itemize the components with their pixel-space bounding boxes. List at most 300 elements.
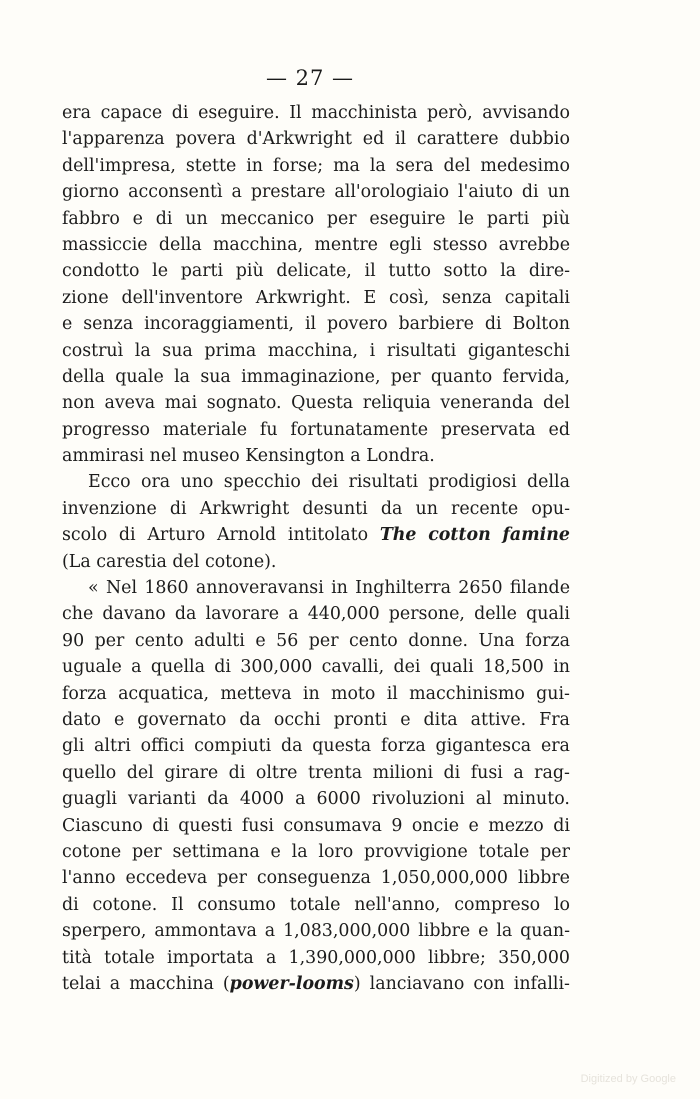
word: e: [62, 314, 73, 335]
word: da: [280, 736, 303, 757]
word: e: [270, 841, 281, 862]
word: minuto.: [502, 789, 570, 810]
word: «: [88, 578, 99, 599]
word: moto: [330, 683, 376, 704]
word: (La: [62, 551, 91, 572]
word: sera: [395, 155, 434, 176]
text-line: [62, 390, 570, 416]
word: 1,083,000,000: [283, 921, 411, 942]
word: del: [542, 393, 570, 414]
word: conseguenza: [256, 868, 371, 889]
word: guagli: [62, 789, 117, 810]
text-line: [62, 760, 570, 786]
word: la: [134, 340, 151, 361]
word: non: [62, 393, 95, 414]
word: consumo: [197, 894, 276, 915]
word: in: [246, 155, 263, 176]
word: varianti: [128, 789, 197, 810]
word: sperpero,: [62, 921, 147, 942]
word: fu: [259, 419, 278, 440]
word: mezzo: [488, 815, 544, 836]
text-line: [62, 469, 570, 495]
word: nell'anno,: [354, 894, 441, 915]
word: libbre;: [427, 947, 486, 968]
word: Nel: [105, 578, 138, 599]
word: quan-: [520, 921, 570, 942]
word: sognato.: [206, 393, 282, 414]
word: e: [132, 208, 143, 229]
word: capace: [100, 103, 163, 123]
text-line: [62, 575, 570, 601]
word: di: [155, 208, 173, 229]
word: del: [126, 762, 154, 783]
word: Londra.: [366, 446, 435, 467]
word: un: [185, 208, 208, 229]
word: ed: [362, 129, 385, 150]
word: mai: [164, 393, 198, 414]
text-line: [62, 100, 570, 126]
word: invenzione: [62, 498, 157, 519]
word: di: [484, 314, 502, 335]
word: del: [443, 155, 471, 176]
italic-term: power-looms: [229, 973, 354, 994]
word: Il: [171, 894, 184, 915]
word: prodigiosi: [428, 472, 517, 493]
word: però,: [426, 103, 473, 123]
word: povero: [327, 314, 388, 335]
word: per: [326, 208, 357, 229]
word: ammirasi: [62, 446, 145, 467]
word: le: [458, 208, 475, 229]
word: forza: [380, 736, 426, 757]
word: macchinismo: [409, 683, 525, 704]
word: risultati: [386, 340, 457, 361]
word: quanto: [430, 366, 493, 387]
word: di: [553, 815, 570, 836]
word: quali: [526, 604, 570, 625]
word: tità: [62, 947, 92, 968]
word: forza: [525, 630, 570, 651]
word: dato: [62, 709, 101, 730]
word: parti: [180, 261, 224, 282]
body-text: [62, 100, 570, 997]
word: fusi: [470, 762, 503, 783]
word: fervida,: [502, 366, 570, 387]
italic-word: cotton: [428, 525, 491, 546]
word: uno: [180, 472, 214, 493]
word: per: [308, 630, 339, 651]
word: per: [131, 841, 162, 862]
word: opu-: [531, 498, 570, 519]
word: dubbio: [509, 129, 570, 150]
word: eseguire.: [198, 103, 280, 123]
word: 300,000: [240, 657, 313, 678]
word: di: [521, 182, 539, 203]
word: 1860: [144, 578, 189, 599]
word: a: [264, 921, 276, 942]
word: era: [540, 736, 570, 757]
word: a: [350, 446, 361, 467]
word: 1,390,000,000: [288, 947, 416, 968]
word: governato: [137, 709, 227, 730]
word: per: [540, 841, 570, 862]
text-line: [62, 496, 570, 522]
word: settimana: [172, 841, 260, 862]
text-line: [62, 681, 570, 707]
word: specchio: [223, 472, 301, 493]
word: tutto: [388, 261, 431, 282]
word: libbre: [517, 868, 570, 889]
word: Il: [289, 103, 302, 123]
word: ed: [548, 419, 570, 440]
word: rag-: [534, 762, 570, 783]
word: lo: [553, 894, 570, 915]
word: 90: [62, 630, 85, 651]
word: il: [395, 129, 407, 150]
word: libbre: [418, 921, 471, 942]
word: per: [390, 366, 421, 387]
word: da: [207, 789, 229, 810]
word: sotto: [443, 261, 488, 282]
word: di: [443, 762, 461, 783]
word: desunti: [302, 498, 368, 519]
word: giganteschi: [467, 340, 570, 361]
word: carestia: [96, 551, 167, 572]
word: offici: [140, 736, 185, 757]
text-line: [62, 971, 570, 997]
word: totale: [478, 841, 530, 862]
word: lanciavano: [369, 973, 465, 994]
text-line: [62, 311, 570, 337]
text-line: [62, 443, 570, 469]
word: barbiere: [398, 314, 474, 335]
text-line: [62, 549, 570, 575]
word: donne.: [408, 630, 469, 651]
word: cento: [134, 630, 184, 651]
word: attive.: [470, 709, 527, 730]
word: lavorare: [205, 604, 280, 625]
word: eccedeva: [125, 868, 208, 889]
word: compreso: [454, 894, 541, 915]
word: per: [94, 630, 125, 651]
word: incoraggiamenti,: [144, 314, 295, 335]
word: scolo: [62, 525, 108, 546]
word: cento: [349, 630, 398, 651]
word: Arkwright.: [255, 287, 351, 308]
text-line: [62, 206, 570, 232]
word: forse;: [272, 155, 324, 176]
word: trenta: [307, 762, 363, 783]
word: e: [400, 709, 411, 730]
word: e: [113, 709, 125, 730]
word: Questa: [291, 393, 354, 414]
word: cotone: [62, 841, 122, 862]
word: preservata: [440, 419, 536, 440]
word: cotone.: [92, 894, 158, 915]
text-line: [62, 654, 570, 680]
word: della: [158, 234, 202, 255]
word: uguale: [62, 657, 122, 678]
text-line: [62, 285, 570, 311]
word: sua: [200, 366, 231, 387]
word: immaginazione,: [241, 366, 381, 387]
text-line: [62, 522, 570, 548]
word: dei: [311, 472, 339, 493]
word: Arkwright: [199, 498, 290, 519]
word: altri: [94, 736, 131, 757]
word: egli: [389, 234, 422, 255]
word: ma: [333, 155, 360, 176]
page-number: — 27 —: [265, 66, 355, 90]
word: intitolato: [287, 525, 369, 546]
word: 18,500: [482, 657, 544, 678]
word: capitali: [504, 287, 570, 308]
word: da: [239, 709, 261, 730]
word: museo: [182, 446, 240, 467]
word: recente: [451, 498, 519, 519]
word: aveva: [104, 393, 156, 414]
parenthetical: (power-looms): [222, 973, 361, 994]
word: importata: [167, 947, 254, 968]
word: E: [363, 287, 377, 308]
digitization-watermark: Digitized by Google: [580, 1073, 676, 1085]
text-line: [62, 364, 570, 390]
text-line: [62, 338, 570, 364]
word: del: [172, 551, 200, 572]
word: a: [265, 947, 277, 968]
word: 1,050,000,000: [380, 868, 508, 889]
word: dei: [393, 657, 421, 678]
word: telai: [62, 973, 101, 994]
text-line: [62, 839, 570, 865]
word: di: [152, 815, 169, 836]
word: 4000: [239, 789, 285, 810]
word: in: [553, 657, 570, 678]
word: avvisando: [482, 103, 570, 123]
word: rivoluzioni: [371, 789, 465, 810]
word: ammontava: [154, 921, 257, 942]
text-line: [62, 179, 570, 205]
word: zione: [62, 287, 109, 308]
word: fabbro: [62, 208, 120, 229]
word: il: [364, 261, 376, 282]
word: per: [217, 868, 247, 889]
word: davano: [102, 604, 166, 625]
word: nel: [149, 446, 177, 467]
text-line: [62, 918, 570, 944]
text-line: [62, 945, 570, 971]
word: forza: [62, 683, 107, 704]
word: giorno: [62, 182, 120, 203]
word: il: [386, 683, 398, 704]
word: e: [468, 815, 479, 836]
word: costruì: [62, 340, 124, 361]
word: l'aiuto: [458, 182, 513, 203]
word: girare: [164, 762, 219, 783]
text-line: [62, 813, 570, 839]
word: a: [109, 973, 121, 994]
word: in: [302, 683, 320, 704]
text-line: [62, 733, 570, 759]
word: occhi: [273, 709, 321, 730]
word: le: [152, 261, 169, 282]
word: eseguire: [369, 208, 446, 229]
word: con: [473, 973, 505, 994]
word: condotto: [62, 261, 140, 282]
word: in: [331, 578, 348, 599]
word: la: [174, 366, 191, 387]
word: a: [288, 604, 299, 625]
word: più: [542, 208, 570, 229]
word: quella: [150, 657, 205, 678]
word: acconsentì: [128, 182, 223, 203]
word: così,: [388, 287, 430, 308]
word: progresso: [62, 419, 150, 440]
word: 2650: [458, 578, 503, 599]
word: carattere: [416, 129, 499, 150]
word: reliquia: [362, 393, 431, 414]
word: di: [169, 498, 187, 519]
word: pronti: [333, 709, 388, 730]
word: era: [62, 103, 91, 123]
word: delicate,: [276, 261, 352, 282]
word: gli: [62, 736, 85, 757]
word: l'apparenza: [62, 129, 165, 150]
word: a: [513, 762, 524, 783]
word: questi: [178, 815, 233, 836]
word: i: [369, 340, 376, 361]
word: di: [62, 894, 79, 915]
word: gui-: [536, 683, 570, 704]
word: oltre: [255, 762, 298, 783]
italic-word: famine: [502, 525, 570, 546]
word: macchina: [129, 973, 214, 994]
word: la: [291, 841, 308, 862]
word: il: [304, 314, 317, 335]
word: cotone).: [204, 551, 277, 572]
word: oncie: [411, 815, 460, 836]
word: Ciascuno: [62, 815, 143, 836]
word: quello: [62, 762, 117, 783]
word: risultati: [348, 472, 419, 493]
word: Ecco: [88, 472, 131, 493]
word: 440,000: [307, 604, 380, 625]
word: a: [231, 182, 242, 203]
word: dire-: [528, 261, 570, 282]
word: adulti: [194, 630, 245, 651]
word: totale: [289, 894, 341, 915]
word: da: [174, 604, 197, 625]
word: questa: [312, 736, 372, 757]
word: quale: [115, 366, 164, 387]
word: di: [118, 525, 136, 546]
word: più: [235, 261, 264, 282]
italic-word: The: [379, 525, 417, 546]
word: metteva: [220, 683, 292, 704]
text-line: [62, 892, 570, 918]
text-line: [62, 417, 570, 443]
word: veneranda: [440, 393, 534, 414]
word: Kensington: [245, 446, 345, 467]
word: che: [62, 604, 94, 625]
word: povera: [175, 129, 236, 150]
word: quali: [429, 657, 474, 678]
word: la: [369, 155, 386, 176]
word: di: [171, 103, 189, 123]
word: 350,000: [498, 947, 570, 968]
text-line: [62, 258, 570, 284]
word: avrebbe: [498, 234, 570, 255]
word: materiale: [162, 419, 248, 440]
word: acquatica,: [118, 683, 210, 704]
word: un: [547, 182, 570, 203]
word: mentre: [314, 234, 378, 255]
word: prima: [204, 340, 257, 361]
word: macchinista: [311, 103, 418, 123]
word: fortunatamente: [290, 419, 429, 440]
word: la: [496, 921, 513, 942]
word: della: [62, 366, 105, 387]
word: compiuti: [194, 736, 272, 757]
word: Arturo: [147, 525, 206, 546]
word: 9: [391, 815, 403, 836]
word: filande: [509, 578, 570, 599]
word: cavalli,: [321, 657, 385, 678]
word: della: [527, 472, 570, 493]
word: massiccie: [62, 234, 148, 255]
text-line: [62, 865, 570, 891]
word: l'anno: [62, 868, 116, 889]
word: gigantesca: [435, 736, 532, 757]
text-line: [62, 786, 570, 812]
word: un: [415, 498, 438, 519]
text-line: [62, 707, 570, 733]
word: Bolton: [512, 314, 570, 335]
word: totale: [104, 947, 155, 968]
word: al: [475, 789, 492, 810]
word: annoveravansi: [195, 578, 324, 599]
word: e: [478, 921, 489, 942]
word: Fra: [539, 709, 570, 730]
word: di: [214, 657, 231, 678]
word: fusi: [241, 815, 274, 836]
word: milioni: [372, 762, 434, 783]
word: a: [131, 657, 142, 678]
word: 6000: [316, 789, 361, 810]
word: dell'inventore: [121, 287, 243, 308]
word: senza: [83, 314, 134, 335]
word: medesimo: [480, 155, 570, 176]
text-line: [62, 601, 570, 627]
word: dell'impresa,: [62, 155, 176, 176]
word: Arnold: [216, 525, 277, 546]
word: all'orologiaio: [334, 182, 450, 203]
text-line: [62, 153, 570, 179]
word: delle: [474, 604, 517, 625]
word: macchina,: [212, 234, 304, 255]
word: senza: [441, 287, 492, 308]
word: stette: [185, 155, 237, 176]
word: 56: [276, 630, 299, 651]
word: da: [380, 498, 403, 519]
word: infalli-: [513, 973, 570, 994]
word: di: [228, 762, 246, 783]
word: ora: [141, 472, 171, 493]
word: la: [500, 261, 517, 282]
word: parti: [486, 208, 530, 229]
word: prestare: [250, 182, 326, 203]
word: stesso: [432, 234, 488, 255]
